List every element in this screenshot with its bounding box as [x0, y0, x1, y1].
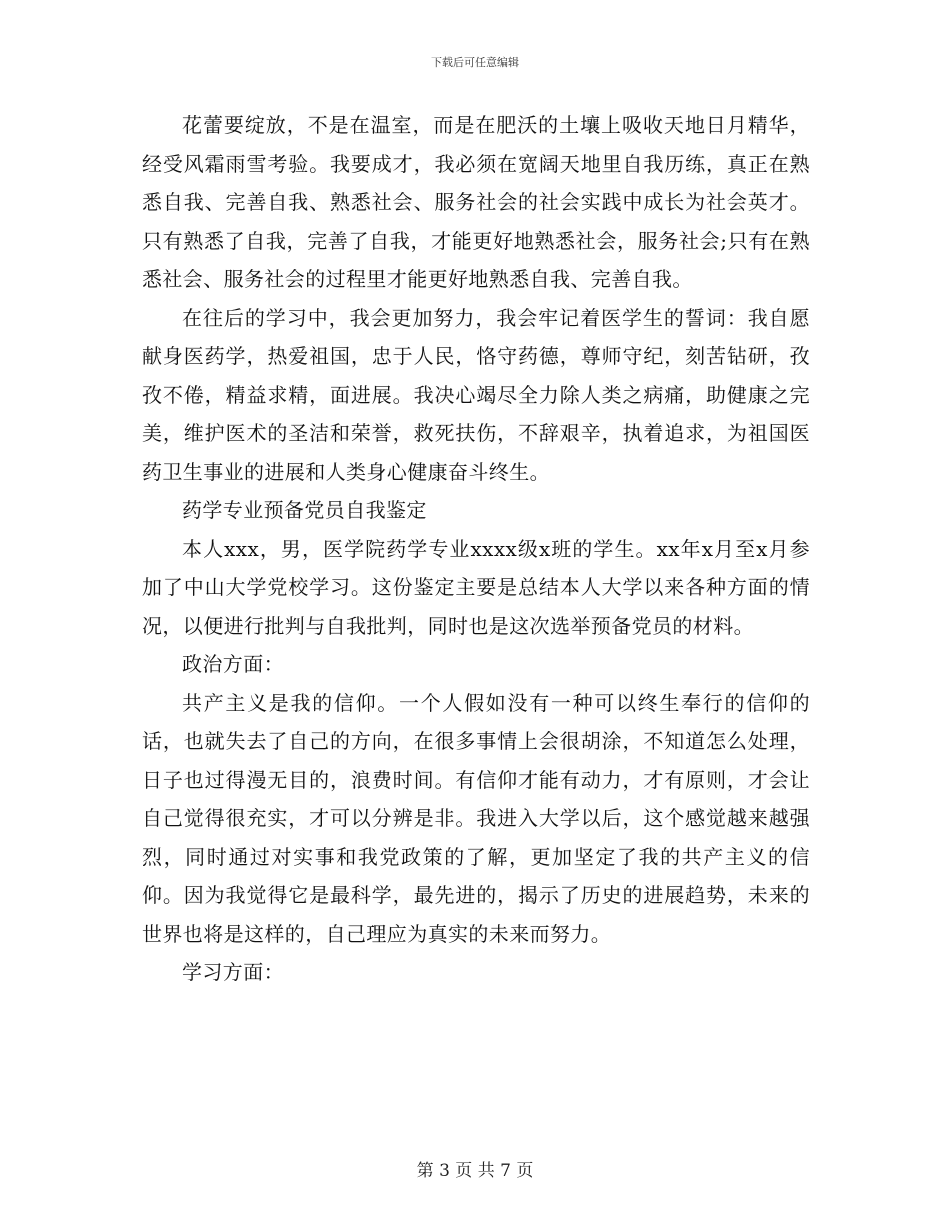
header-note: 下载后可任意编辑 [431, 56, 519, 69]
paragraph-oath: 在往后的学习中，我会更加努力，我会牢记着医学生的誓词：我自愿献身医药学，热爱祖国，忠于人民，恪守药德，尊师守纪，刻苦钻研，孜孜不倦，精益求精，面进展。我决心竭尽全力除人类之病痛，助健康之完美，维护医术的圣洁和荣誉，救死扶伤，不辞艰辛，执着追求，为祖国医药卫生事业的进展和人类身心健康奋斗终生。 [142, 305, 810, 484]
heading-politics: 政治方面： [182, 652, 284, 676]
document-body [142, 106, 810, 992]
page-number: 第 3 页 共 7 页 [416, 1161, 534, 1181]
heading-study: 学习方面： [182, 960, 284, 984]
paragraph-growth: 花蕾要绽放，不是在温室，而是在肥沃的土壤上吸收天地日月精华，经受风霜雨雪考验。我要成才，我必须在宽阔天地里自我历练，真正在熟悉自我、完善自我、熟悉社会、服务社会的社会实践中成长为社会英才。只有熟悉了自我，完善了自我，才能更好地熟悉社会，服务社会;只有在熟悉社会、服务社会的过程里才能更好地熟悉自我、完善自我。 [142, 113, 810, 291]
paragraph-intro: 本人xxx，男，医学院药学专业xxxx级x班的学生。xx年x月至x月参加了中山大学党校学习。这份鉴定主要是总结本人大学以来各种方面的情况，以便进行批判与自我批判，同时也是这次选举预备党员的材料。 [142, 536, 810, 638]
paragraph-politics: 共产主义是我的信仰。一个人假如没有一种可以终生奉行的信仰的话，也就失去了自己的方向，在很多事情上会很胡涂，不知道怎么处理，日子也过得漫无目的，浪费时间。有信仰才能有动力，才有原则，才会让自己觉得很充实，才可以分辨是非。我进入大学以后，这个感觉越来越强烈，同时通过对实事和我党政策的了解，更加坚定了我的共产主义的信仰。因为我觉得它是最科学，最先进的，揭示了历史的进展趋势，未来的世界也将是这样的，自己理应为真实的未来而努力。 [142, 690, 810, 946]
section-title: 药学专业预备党员自我鉴定 [182, 498, 427, 522]
